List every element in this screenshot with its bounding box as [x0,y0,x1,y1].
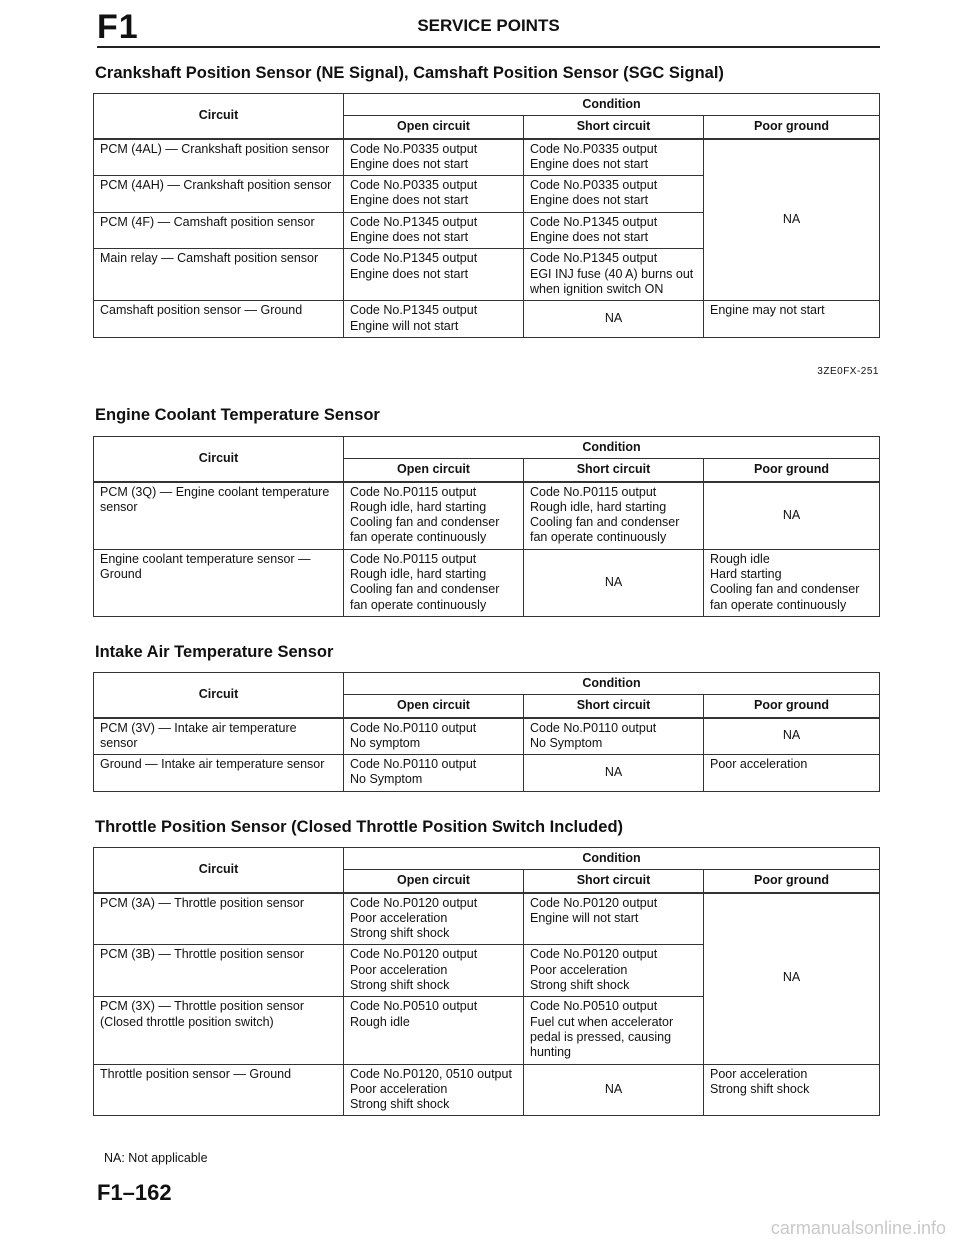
short-circuit-cell: Code No.P0335 output Engine does not start [524,139,704,176]
open-circuit-cell: Code No.P0335 output Engine does not start [344,139,524,176]
open-circuit-cell: Code No.P1345 output Engine does not start [344,249,524,301]
open-circuit-cell: Code No.P0110 output No Symptom [344,755,524,792]
page-header [97,8,880,48]
section-title-intake-air: Intake Air Temperature Sensor [95,643,334,661]
throttle-position-table [93,847,880,1116]
open-circuit-header: Open circuit [344,870,524,893]
short-circuit-cell: Code No.P0120 output Engine will not start [524,893,704,945]
poor-ground-header: Poor ground [704,870,880,893]
poor-ground-header: Poor ground [704,459,880,482]
circuit-cell: Ground — Intake air temperature sensor [94,755,344,792]
circuit-cell: PCM (4AL) — Crankshaft position sensor [94,139,344,176]
table-row [94,482,880,550]
open-circuit-header: Open circuit [344,695,524,718]
short-circuit-cell: Code No.P0510 output Fuel cut when accelerator pedal is pressed, causing hunting [524,997,704,1064]
section-title-throttle: Throttle Position Sensor (Closed Throttle Position Switch Included) [95,818,624,836]
section-title-crankshaft: Crankshaft Position Sensor (NE Signal), Camshaft Position Sensor (SGC Signal) [95,64,724,82]
circuit-header: Circuit [94,94,344,139]
poor-ground-cell: NA [704,139,880,301]
circuit-header: Circuit [94,848,344,893]
circuit-cell: PCM (3A) — Throttle position sensor [94,893,344,945]
short-circuit-cell: NA [524,1064,704,1116]
poor-ground-cell: Poor acceleration Strong shift shock [704,1064,880,1116]
short-circuit-cell: NA [524,301,704,338]
section-code: F1 [97,8,139,46]
open-circuit-header: Open circuit [344,116,524,139]
section-title-coolant: Engine Coolant Temperature Sensor [95,406,380,424]
circuit-header: Circuit [94,437,344,482]
short-circuit-cell: Code No.P0110 output No Symptom [524,718,704,755]
condition-header: Condition [344,848,880,870]
poor-ground-cell: Poor acceleration [704,755,880,792]
circuit-cell: Engine coolant temperature sensor — Ground [94,549,344,616]
table-row [94,1064,880,1116]
circuit-header: Circuit [94,673,344,718]
poor-ground-cell: NA [704,893,880,1064]
poor-ground-header: Poor ground [704,695,880,718]
short-circuit-cell: Code No.P0120 output Poor acceleration Strong shift shock [524,945,704,997]
short-circuit-cell: Code No.P1345 output Engine does not start [524,212,704,249]
circuit-cell: PCM (4F) — Camshaft position sensor [94,212,344,249]
table-row [94,301,880,338]
poor-ground-cell: Engine may not start [704,301,880,338]
short-circuit-cell: NA [524,549,704,616]
header-title: SERVICE POINTS [417,16,560,35]
open-circuit-cell: Code No.P1345 output Engine does not start [344,212,524,249]
open-circuit-cell: Code No.P0120, 0510 output Poor acceleration Strong shift shock [344,1064,524,1116]
short-circuit-header: Short circuit [524,459,704,482]
page-number: F1–162 [97,1180,172,1205]
poor-ground-cell: NA [704,718,880,755]
circuit-cell: PCM (4AH) — Crankshaft position sensor [94,176,344,213]
coolant-temperature-table [93,436,880,617]
short-circuit-cell: NA [524,755,704,792]
short-circuit-header: Short circuit [524,870,704,893]
open-circuit-cell: Code No.P0115 output Rough idle, hard starting Cooling fan and condenser fan operate continuously [344,482,524,550]
circuit-cell: PCM (3X) — Throttle position sensor (Closed throttle position switch) [94,997,344,1064]
circuit-cell: PCM (3B) — Throttle position sensor [94,945,344,997]
condition-header: Condition [344,437,880,459]
circuit-cell: Throttle position sensor — Ground [94,1064,344,1116]
open-circuit-cell: Code No.P0510 output Rough idle [344,997,524,1064]
poor-ground-header: Poor ground [704,116,880,139]
open-circuit-cell: Code No.P0110 output No symptom [344,718,524,755]
table-row [94,139,880,176]
footnote: NA: Not applicable [104,1151,208,1165]
condition-header: Condition [344,673,880,695]
circuit-cell: Camshaft position sensor — Ground [94,301,344,338]
poor-ground-cell: NA [704,482,880,550]
table-row [94,755,880,792]
short-circuit-cell: Code No.P0335 output Engine does not start [524,176,704,213]
crankshaft-camshaft-table [93,93,880,338]
circuit-cell: PCM (3V) — Intake air temperature sensor [94,718,344,755]
table-row [94,893,880,945]
short-circuit-header: Short circuit [524,116,704,139]
intake-air-temperature-table [93,672,880,792]
table-row [94,718,880,755]
poor-ground-cell: Rough idle Hard starting Cooling fan and condenser fan operate continuously [704,549,880,616]
table-row [94,549,880,616]
open-circuit-header: Open circuit [344,459,524,482]
open-circuit-cell: Code No.P0335 output Engine does not start [344,176,524,213]
figure-code: 3ZE0FX-251 [817,366,879,377]
open-circuit-cell: Code No.P0115 output Rough idle, hard starting Cooling fan and condenser fan operate continuously [344,549,524,616]
short-circuit-cell: Code No.P0115 output Rough idle, hard starting Cooling fan and condenser fan operate continuously [524,482,704,550]
short-circuit-cell: Code No.P1345 output EGI INJ fuse (40 A) burns out when ignition switch ON [524,249,704,301]
open-circuit-cell: Code No.P1345 output Engine will not start [344,301,524,338]
circuit-cell: PCM (3Q) — Engine coolant temperature sensor [94,482,344,550]
open-circuit-cell: Code No.P0120 output Poor acceleration Strong shift shock [344,893,524,945]
open-circuit-cell: Code No.P0120 output Poor acceleration Strong shift shock [344,945,524,997]
short-circuit-header: Short circuit [524,695,704,718]
condition-header: Condition [344,94,880,116]
watermark: carmanualsonline.info [770,1218,946,1238]
circuit-cell: Main relay — Camshaft position sensor [94,249,344,301]
